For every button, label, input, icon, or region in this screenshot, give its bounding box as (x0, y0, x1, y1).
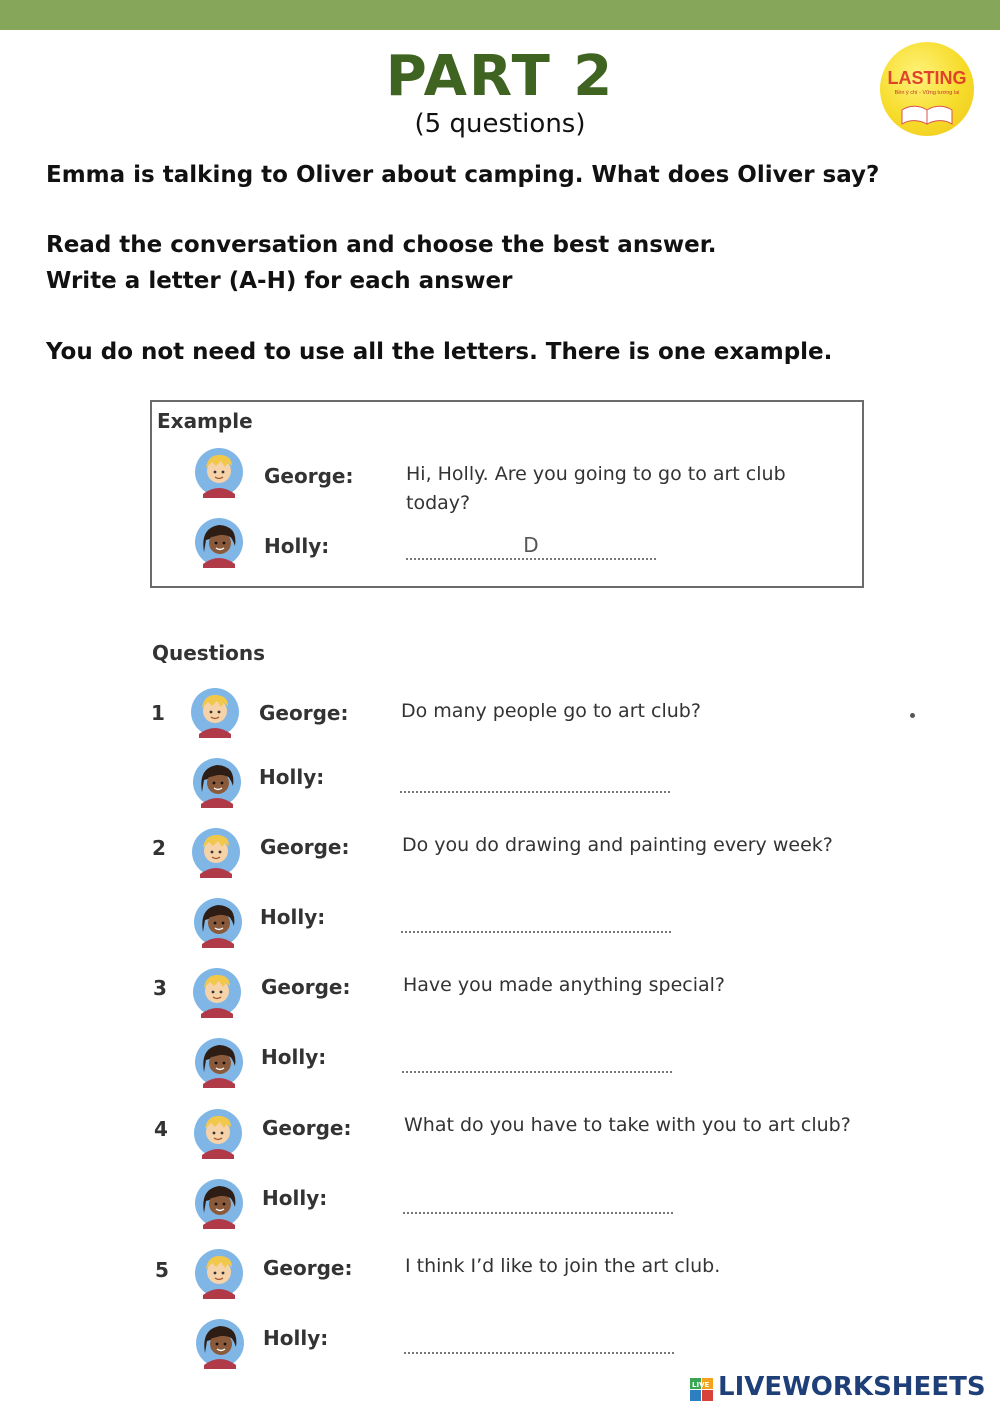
holly-avatar-icon (194, 516, 244, 568)
holly-avatar-icon (194, 1177, 244, 1229)
instruction-write: Write a letter (A-H) for each answer (46, 268, 513, 294)
question-number: 1 (151, 701, 165, 725)
holly-avatar-icon (194, 1036, 244, 1088)
george-avatar-icon (194, 1247, 244, 1299)
instruction-context: Emma is talking to Oliver about camping. What does Oliver say? (46, 162, 880, 188)
question-speaker-holly: Holly: (262, 1186, 328, 1210)
example-speaker-george: George: (264, 464, 354, 488)
page-subtitle: (5 questions) (414, 109, 586, 139)
question-number: 3 (153, 976, 167, 1000)
holly-avatar-icon (195, 1317, 245, 1369)
question-speaker-george: George: (261, 975, 351, 999)
icon-text: LIVE (692, 1381, 710, 1389)
holly-avatar-icon (192, 756, 242, 808)
top-green-bar (0, 0, 1000, 30)
question-speaker-holly: Holly: (260, 905, 326, 929)
question-line: What do you have to take with you to art club? (404, 1114, 851, 1136)
question-speaker-george: George: (262, 1116, 352, 1140)
question-speaker-george: George: (260, 835, 350, 859)
footer-brand: LIVEWORKSHEETS (718, 1372, 986, 1402)
answer-input-1[interactable] (400, 771, 670, 793)
question-speaker-holly: Holly: (259, 765, 325, 789)
stray-dot (910, 713, 915, 718)
question-line: I think I’d like to join the art club. (405, 1255, 721, 1277)
example-heading: Example (157, 409, 253, 433)
example-answer: D (406, 534, 656, 560)
example-line-2: today? (406, 492, 471, 514)
george-avatar-icon (194, 446, 244, 498)
question-speaker-george: George: (263, 1256, 353, 1280)
question-number: 5 (155, 1258, 169, 1282)
question-number: 4 (154, 1117, 168, 1141)
question-number: 2 (152, 836, 166, 860)
question-speaker-george: George: (259, 701, 349, 725)
lasting-logo (880, 42, 974, 136)
question-line: Do you do drawing and painting every week? (402, 834, 833, 856)
example-line-1: Hi, Holly. Are you going to go to art club (406, 463, 786, 485)
logo-name: LASTING (887, 68, 967, 88)
page-title: PART 2 (385, 44, 615, 109)
question-speaker-holly: Holly: (263, 1326, 329, 1350)
answer-input-4[interactable] (403, 1192, 673, 1214)
question-speaker-holly: Holly: (261, 1045, 327, 1069)
question-line: Do many people go to art club? (401, 700, 701, 722)
instruction-note: You do not need to use all the letters. There is one example. (46, 339, 833, 365)
instruction-read: Read the conversation and choose the best answer. (46, 232, 717, 258)
question-line: Have you made anything special? (403, 974, 726, 996)
answer-input-2[interactable] (401, 911, 671, 933)
george-avatar-icon (192, 966, 242, 1018)
answer-input-5[interactable] (404, 1332, 674, 1354)
liveworksheets-logo-icon (690, 1378, 714, 1402)
questions-heading: Questions (152, 641, 266, 665)
holly-avatar-icon (193, 896, 243, 948)
example-speaker-holly: Holly: (264, 534, 330, 558)
george-avatar-icon (193, 1107, 243, 1159)
open-book-icon (900, 104, 954, 126)
liveworksheets-footer (690, 1372, 990, 1408)
logo-tagline: Bền ý chí - Vững tương lai (894, 90, 960, 96)
george-avatar-icon (190, 686, 240, 738)
answer-input-3[interactable] (402, 1051, 672, 1073)
george-avatar-icon (191, 826, 241, 878)
